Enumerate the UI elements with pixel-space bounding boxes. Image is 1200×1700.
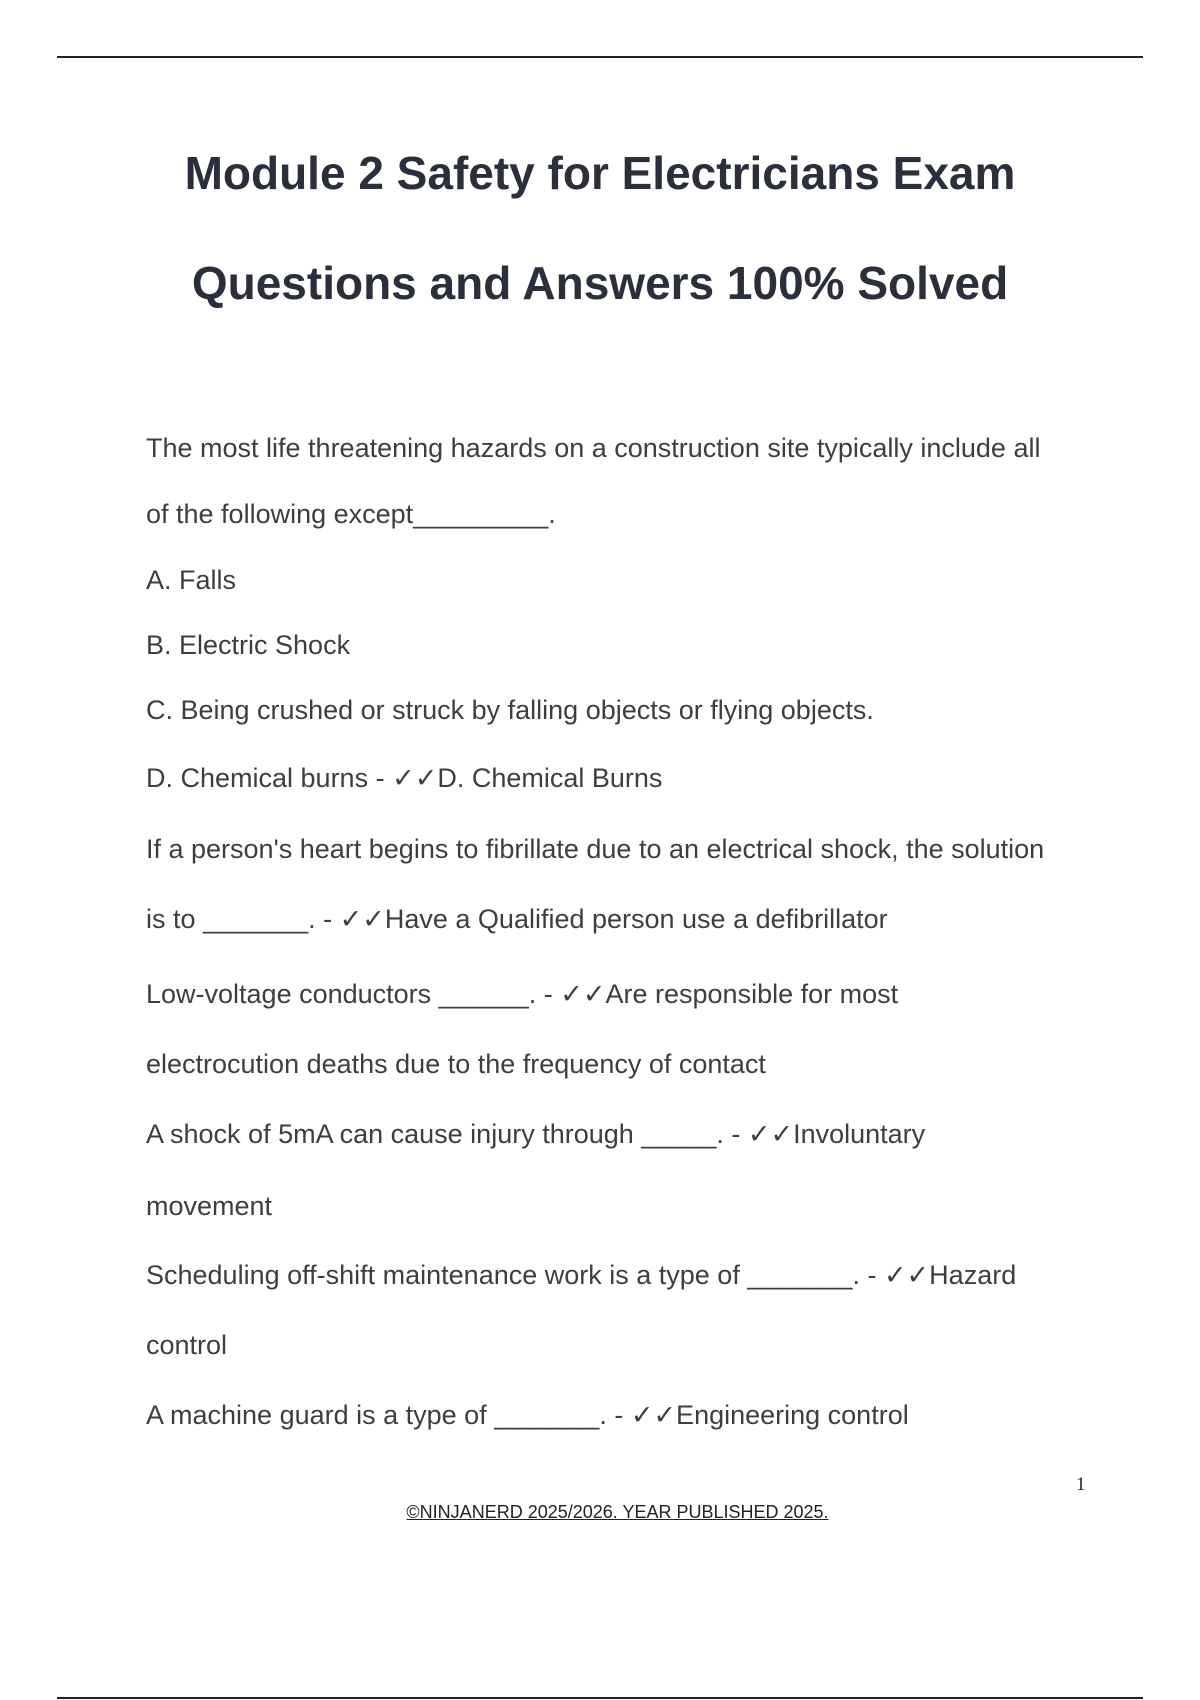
top-rule — [57, 56, 1143, 58]
question-2-line-2: is to _______. - ✓✓Have a Qualified person use a defibrillator — [146, 904, 888, 934]
question-4-line-1: A shock of 5mA can cause injury through _____. - ✓✓Involuntary — [146, 1119, 926, 1149]
question-3-line-2: electrocution deaths due to the frequency of contact — [146, 1049, 766, 1079]
document-title-line-1: Module 2 Safety for Electricians Exam — [184, 147, 1016, 199]
copyright-footer: ©NINJANERD 2025/2026. YEAR PUBLISHED 2025. — [406, 1502, 829, 1522]
question-4-line-2: movement — [146, 1191, 273, 1221]
option-c: C. Being crushed or struck by falling objects or flying objects. — [146, 695, 874, 725]
bottom-rule — [57, 1697, 1143, 1699]
document-title-line-2: Questions and Answers 100% Solved — [191, 257, 1009, 309]
question-5-line-2: control — [146, 1330, 228, 1360]
option-b: B. Electric Shock — [146, 630, 351, 660]
page-number: 1 — [1076, 1474, 1086, 1495]
question-5-line-1: Scheduling off-shift maintenance work is a type of _______. - ✓✓Hazard — [146, 1260, 1017, 1290]
option-d-answer: D. Chemical burns - ✓✓D. Chemical Burns — [146, 763, 663, 793]
question-1-line-1: The most life threatening hazards on a construction site typically include all — [146, 433, 1041, 463]
question-2-line-1: If a person's heart begins to fibrillate due to an electrical shock, the solution — [146, 834, 1045, 864]
question-1-line-2: of the following except_________. — [146, 499, 556, 529]
question-6: A machine guard is a type of _______. - ✓✓Engineering control — [146, 1400, 909, 1430]
question-3-line-1: Low-voltage conductors ______. - ✓✓Are responsible for most — [146, 979, 899, 1009]
option-a: A. Falls — [146, 565, 237, 595]
